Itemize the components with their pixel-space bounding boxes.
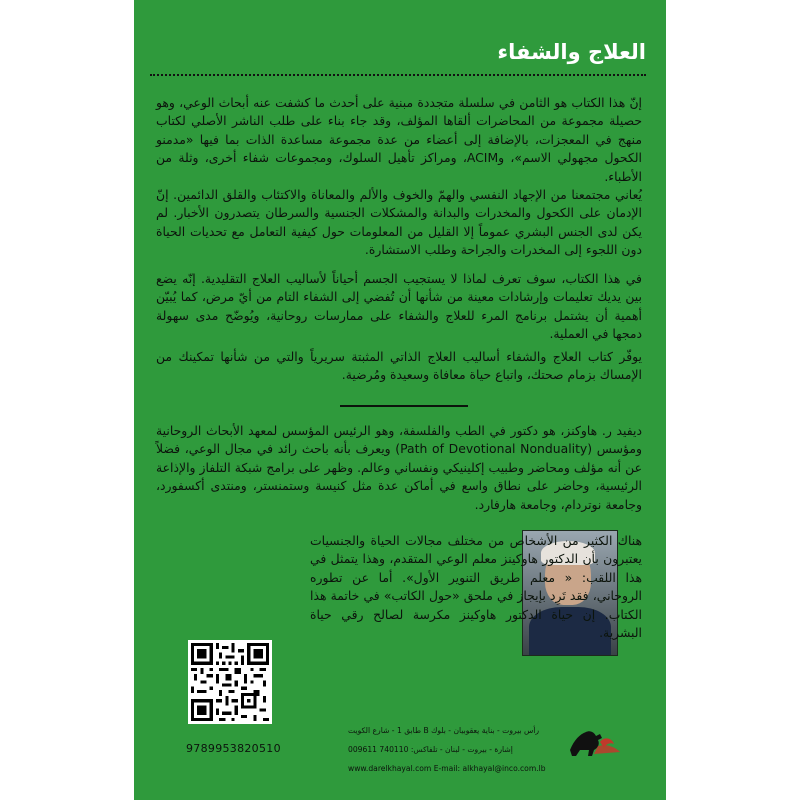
book-paragraph: في هذا الكتاب، سوف تعرف لماذا لا يستجيب الجسم أحياناً لأساليب العلاج التقليدية. إنّه يضع بين يديك تعليمات وإرشادات معينة من شأنها أن تُفضي إلى الشفاء التام من أيّ مرض، كما يُبيّن أهمية أن يشتمل برنامج المرء للعلاج والشفاء على ممارسات روحانية، ويُوضّح مدى سهولة دمجها في العملية. [156, 271, 642, 342]
publisher-horse-logo-icon [564, 722, 624, 758]
publisher-address: رأس بيروت - بناية يعقوبيان - بلوك B طابق 1 - شارع الكويت [348, 726, 540, 735]
author-legacy: هناك الكثير من الأشخاص من مختلف مجالات الحياة والجنسيات يعتبرون بأن الدكتور هاوكينز معلم الوعي المتقدم، وهذا يتمثل في هذا اللقب: « معلم طريق التنوير الأول». أما عن تطوره الروحاني، فقد تَرِد بإيجاز في ملحق «حول الكاتب» في خاتمة هذا الكتاب. إن حياة الدكتور هاوكينز مكرسة لصالح رقي حياة البشرية. [310, 533, 642, 641]
qr-code-graphic [191, 643, 269, 721]
book-title: العلاج والشفاء [497, 40, 646, 64]
author-bio: ديفيد ر. هاوكنز، هو دكتور في الطب والفلسفة، وهو الرئيس المؤسس لمعهد الأبحاث الروحانية ومؤسس (Path of Devotional Nonduality) ويعرف بأنه باحث رائد في مجال الوعي، فضلاً عن أنه مؤلف ومحاضر وطبيب إكلينيكي ونفساني وعالم. وظهر على برامج شبكة التلفاز والإذاعة الرئيسية، وحاضر على نطاق واسع في أماكن عدة مثل كنيسة وستمنستر، ومنتدى أكسفورد، وجامعة نوتردام، وجامعة هارفارد. [156, 423, 642, 512]
back-cover [134, 0, 666, 800]
title-dotted-rule [150, 74, 646, 76]
closing-paragraph: يوفّر كتاب العلاج والشفاء أساليب العلاج الذاتي المثبتة سريرياً والتي من شأنها تمكينك من الإمساك بزمام صحتك، واتباع حياة معافاة وسعيدة ومُرضية. [156, 349, 642, 383]
publisher-web: www.darelkhayal.com E-mail: alkhayal@inco.com.lb [348, 764, 546, 773]
qr-code [188, 640, 272, 724]
section-divider [340, 405, 468, 407]
intro-paragraph: إنّ هذا الكتاب هو الثامن في سلسلة متجددة مبنية على أحدث ما كشفت عنه أبحاث الوعي، وهو حصيلة مجموعة من المحاضرات ألقاها المؤلف، وقد جاء بناء على طلب الناشر الأصلي لكتاب منهج في المعجزات، بالإضافة إلى أعضاء من عدة مجموعة مساعدة الذات بما فيها «مدمنو الكحول مجهولي الاسم»، وACIM، ومراكز تأهيل السلوك، ومجموعات شفاء أخرى، وثلة من الأطباء. [156, 95, 642, 184]
publisher-contact: إشارة - بيروت - لبنان - تلفاكس: 740110 009611 [348, 745, 513, 754]
suffering-paragraph: يُعاني مجتمعنا من الإجهاد النفسي والهمّ والخوف والألم والمعاناة والاكتئاب والقلق الدائمين. إنّ الإدمان على الكحول والمخدرات والبدانة والمشكلات الجنسية والسرطان يتصدرون الأخبار. لم يكن لدى الجنس البشري عموماً إلا القليل من المعلومات حول كيفية التعامل مع تحديات الحياة دون اللجوء إلى المخدرات والجراحة وطلب الاستشارة. [156, 187, 642, 258]
publisher-info [348, 721, 566, 778]
isbn-number: 9789953820510 [186, 742, 281, 755]
